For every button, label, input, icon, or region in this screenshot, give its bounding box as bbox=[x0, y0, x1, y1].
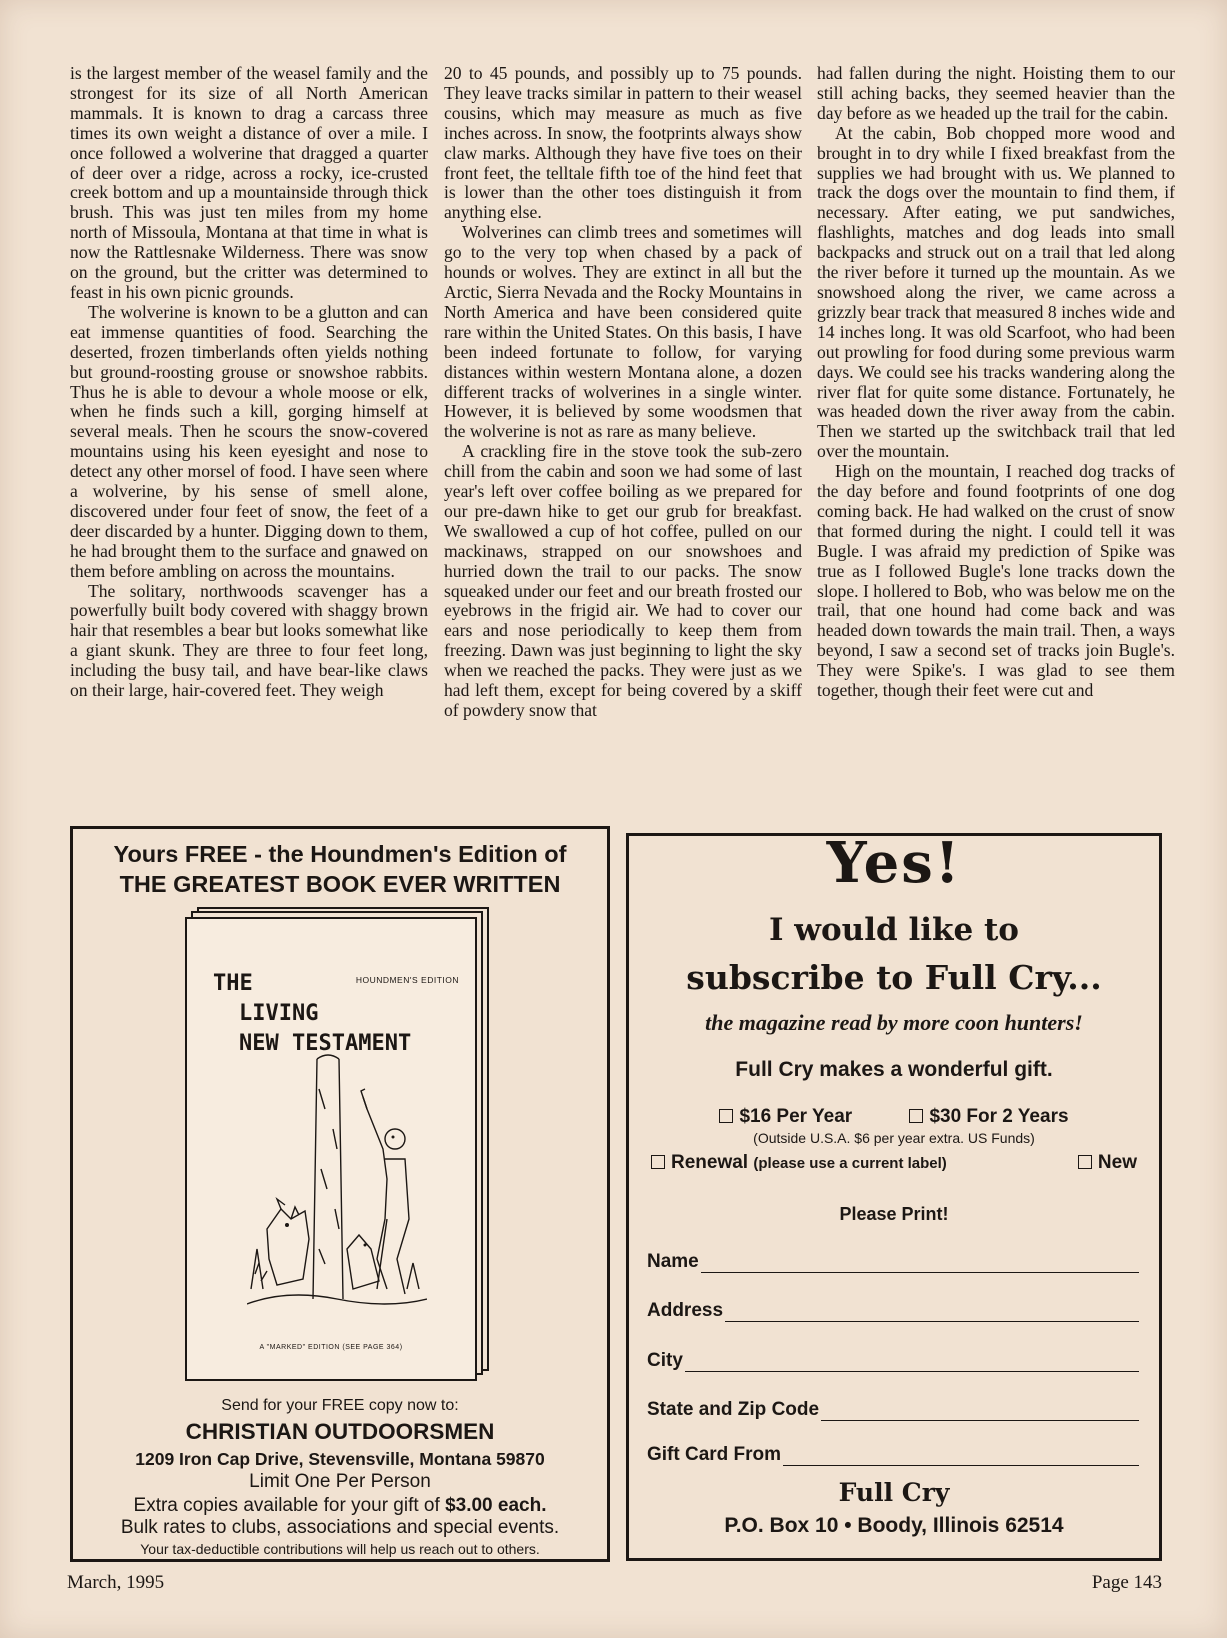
hunter-and-hounds-illustration bbox=[247, 1049, 427, 1319]
renewal-note: (please use a current label) bbox=[753, 1155, 947, 1172]
checkbox-icon[interactable] bbox=[719, 1109, 733, 1123]
name-line[interactable] bbox=[701, 1254, 1139, 1273]
paragraph: A crackling fire in the stove took the sub-zero chill from the cabin and soon we had some of last year's left over coffee boiling as we prepared for our pre-dawn hike to get our grub for breakfast. We swallowed a cup of hot coffee, pulled on our mackinaws, strapped on our snowshoes and hurried down the trail to our packs. The snow squeaked under our feet and our breath frosted our eyebrows in the frigid air. We had to cover our ears and nose periodically to keep them from freezing. Dawn was just beginning to light the sky when we reached the packs. They were just as we had left them, except for being covered by a skiff of powdery snow that bbox=[444, 441, 802, 720]
paragraph: The wolverine is known to be a glutton and can eat immense quantities of food. Searching the deserted, frozen timberlands often yields nothing but ground-roosting grouse or snowshoe rabbits. Thus he is able to devour a whole moose or elk, when he finds such a kill, gorging himself at several meals. Then he scours the snow-covered mountains using his keen eyesight and nose to detect any other morsel of food. I have seen where a wolverine, by his sense of smell alone, discovered under four feet of snow, the feet of a deer discarded by a hunter. Digging down to them, he had brought them to the surface and gnawed on them before ambling on across the mountains. bbox=[70, 301, 428, 581]
paragraph: The solitary, northwoods scavenger has a powerfully built body covered with shaggy brown hair that resembles a bear but looks somewhat like a giant skunk. They are three to four feet long, including the busy tail, and have bear-like claws on their large, hair-covered feet. They weigh bbox=[70, 580, 428, 701]
extra-copies-price: $3.00 each. bbox=[445, 1495, 547, 1516]
paragraph: At the cabin, Bob chopped more wood and brought in to dry while I fixed breakfast from the supplies we had brought with us. We planned to track the dogs over the mountain to find them, if necessary. After eating, we put sandwiches, flashlights, matches and dog leads into small backpacks and struck out on a trail that led along the river before it turned up the mountain. As we snowshoed along the river, we came across a grizzly bear track that measured 8 inches wide and 14 inches long. It was old Scarfoot, who had been out prowling for food during some previous warm days. We could see his tracks wandering along the river flat for quite some distance. Fortunately, he was headed down the river away from the cabin. Then we started up the switchback trail that led over the mountain. bbox=[817, 122, 1175, 462]
organization-name: CHRISTIAN OUTDOORSMEN bbox=[185, 1419, 495, 1444]
renewal-row bbox=[651, 1152, 1137, 1174]
paragraph: High on the mountain, I reached dog tracks of the day before and found footprints of one dog coming back. He had walked on the crust of snow that formed during the night. I could tell it was Bugle. I was afraid my prediction of Spike was true as I followed Bugle's lone tracks down the slope. I hollered to Bob, who was below me on the trail, that one hound had come back and was headed down towards the main trail. Then, a ways beyond, I saw a second set of tracks join Bugle's. They were Spike's. I was glad to see them together, though their feet were cut and bbox=[817, 461, 1175, 701]
limit-note: Limit One Per Person bbox=[249, 1471, 431, 1492]
book-offer-ad bbox=[70, 826, 610, 1562]
page-number: Page 143 bbox=[1091, 1572, 1162, 1593]
renewal-label: Renewal bbox=[671, 1152, 749, 1173]
book-footnote: A "MARKED" EDITION (SEE PAGE 364) bbox=[259, 1344, 403, 1351]
gift-card-field[interactable] bbox=[647, 1444, 1139, 1466]
renewal-option[interactable] bbox=[651, 1152, 947, 1173]
address-line[interactable] bbox=[725, 1303, 1139, 1322]
bulk-rates-note: Bulk rates to clubs, associations and special events. bbox=[120, 1517, 560, 1538]
article-column-3 bbox=[817, 64, 1175, 701]
ad-headline-line-2: THE GREATEST BOOK EVER WRITTEN bbox=[119, 871, 561, 897]
article-column-1 bbox=[70, 64, 428, 701]
book-title-line-1: THE bbox=[213, 971, 253, 996]
please-print-note: Please Print! bbox=[839, 1204, 949, 1224]
checkbox-icon[interactable] bbox=[909, 1109, 923, 1123]
city-label: City bbox=[647, 1350, 683, 1371]
ad-headline bbox=[73, 839, 607, 899]
subscribe-heading-line-2: subscribe to Full Cry... bbox=[686, 958, 1102, 997]
book-title-line-3: NEW TESTAMENT bbox=[239, 1031, 412, 1056]
book-edition-label: HOUNDMEN'S EDITION bbox=[355, 975, 459, 985]
state-zip-label: State and Zip Code bbox=[647, 1399, 820, 1420]
option-two-years[interactable] bbox=[909, 1106, 1068, 1128]
issue-date: March, 1995 bbox=[67, 1572, 165, 1593]
checkbox-icon[interactable] bbox=[1078, 1155, 1092, 1169]
state-zip-field[interactable] bbox=[647, 1399, 1139, 1421]
gift-card-line[interactable] bbox=[783, 1447, 1139, 1466]
magazine-address: P.O. Box 10 • Boody, Illinois 62514 bbox=[724, 1514, 1064, 1537]
magazine-name: Full Cry bbox=[838, 1478, 950, 1507]
subscribe-heading-line-1: I would like to bbox=[769, 912, 1019, 948]
new-option[interactable] bbox=[1078, 1152, 1137, 1174]
city-line[interactable] bbox=[685, 1353, 1139, 1372]
new-label: New bbox=[1097, 1152, 1137, 1173]
outside-usa-note: (Outside U.S.A. $6 per year extra. US Funds) bbox=[753, 1130, 1035, 1146]
subscription-options bbox=[629, 1106, 1159, 1128]
paragraph: 20 to 45 pounds, and possibly up to 75 pounds. They leave tracks similar in pattern to their weasel cousins, which may measure as much as five inches across. In snow, the footprints always show claw marks. Although they have five toes on their front feet, the telltale fifth toe of the hind feet that is lower than the other toes distinguish it from anything else. bbox=[444, 63, 802, 223]
name-field[interactable] bbox=[647, 1251, 1139, 1273]
paragraph: had fallen during the night. Hoisting them to our still aching backs, they seemed heavier than the day before as we headed up the trail for the cabin. bbox=[817, 63, 1175, 123]
option-two-years-label: $30 For 2 Years bbox=[929, 1106, 1069, 1127]
organization-address: 1209 Iron Cap Drive, Stevensville, Montana 59870 bbox=[135, 1449, 545, 1469]
gift-card-label: Gift Card From bbox=[647, 1444, 782, 1465]
article-column-2 bbox=[444, 64, 802, 721]
subscription-form bbox=[626, 830, 1162, 1561]
send-instruction: Send for your FREE copy now to: bbox=[221, 1397, 459, 1414]
option-one-year[interactable] bbox=[719, 1106, 852, 1128]
option-one-year-label: $16 Per Year bbox=[739, 1106, 853, 1127]
address-field[interactable] bbox=[647, 1300, 1139, 1322]
paragraph: Wolverines can climb trees and sometimes will go to the very top when chased by a pack of hounds or wolves. They are extinct in all but the Arctic, Sierra Nevada and the Rocky Mountains in North America and have been considered quite rare within the United States. On this basis, I have been indeed fortunate to follow, for varying distances within western Montana alone, a dozen different tracks of wolverines in a single winter. However, it is believed by some woodsmen that the wolverine is not as rare as many believe. bbox=[444, 222, 802, 442]
book-title-line-2: LIVING bbox=[239, 1001, 319, 1026]
name-label: Name bbox=[647, 1251, 699, 1272]
book-cover-image bbox=[185, 917, 477, 1381]
extra-copies-text: Extra copies available for your gift of bbox=[133, 1495, 446, 1516]
extra-copies-note bbox=[73, 1495, 607, 1517]
paragraph: is the largest member of the weasel family and the strongest for its size of all North American mammals. It is known to drag a carcass three times its own weight a distance of over a mile. I once followed a wolverine that dragged a quarter of deer over a ridge, across a rocky, ice-crusted creek bottom and up a mountainside through thick brush. This was just ten miles from my home north of Missoula, Montana at that time in what is now the Rattlesnake Wilderness. There was snow on the ground, but the critter was determined to feast in his own picnic grounds. bbox=[70, 63, 428, 302]
state-zip-line[interactable] bbox=[821, 1402, 1139, 1421]
tax-deductible-note: Your tax-deductible contributions will help us reach out to others. bbox=[140, 1541, 540, 1557]
yes-heading: Yes! bbox=[826, 830, 962, 896]
city-field[interactable] bbox=[647, 1350, 1139, 1372]
checkbox-icon[interactable] bbox=[651, 1155, 665, 1169]
magazine-tagline: the magazine read by more coon hunters! bbox=[705, 1010, 1083, 1035]
address-label: Address bbox=[647, 1300, 724, 1321]
gift-note: Full Cry makes a wonderful gift. bbox=[735, 1058, 1053, 1081]
ad-headline-line-1: Yours FREE - the Houndmen's Edition of bbox=[113, 841, 567, 867]
